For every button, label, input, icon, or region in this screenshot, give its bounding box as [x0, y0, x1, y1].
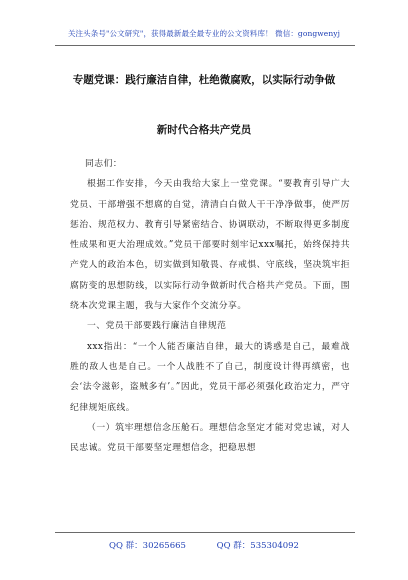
footer	[0, 539, 408, 551]
greeting: 同志们：	[85, 159, 123, 169]
section-heading-1: 一、党员干部要践行廉洁自律规范	[87, 321, 227, 332]
paragraph-intro: 根据工作安排，今天由我给大家上一堂党课。“要教育引导广大党员、干部增强不想腐的自觉，清清白白做人干干净净做事，使严厉惩治、规范权力、教育引导紧密结合、协调联动，不断取得更多制度性成果和更大治理成效。”党员干部要时刻牢记xxx嘱托，始终保持共产党人的政治本色，切实做到知敬畏、存戒惧、守底线，坚决筑牢拒腐防变的思想防线，以实际行动争做新时代合格共产党员。下面，围绕本次党课主题，我与大家作个交流分享。	[70, 179, 350, 312]
document-body	[70, 154, 350, 458]
footer-divider	[55, 532, 355, 533]
paragraph-quote: xxx指出：“一个人能否廉洁自律，最大的诱惑是自己，最难战胜的敌人也是自己。一个人战胜不了自己，制度设计得再缜密，也会‘法令滋彰，盗贼多有’。”因此，党员干部必须强化政治定力，严守纪律规矩底线。	[70, 341, 350, 413]
header-divider	[55, 45, 355, 46]
footer-qq-group-1: QQ 群：30265665	[109, 541, 186, 551]
footer-qq-group-2: QQ 群：535304092	[216, 541, 299, 551]
document-title-line-2: 新时代合格共产党员	[156, 124, 252, 136]
paragraph-subsection-1: （一）筑牢理想信念压舱石。理想信念坚定才能对党忠诚，对人民忠诚。党员干部要坚定理想信念，把稳思想	[70, 422, 350, 454]
header-note: 关注头条号"公文研究"，获得最新最全最专业的公文资料库！ 微信：gongwenyj	[67, 29, 341, 38]
document-title-line-1: 专题党课：践行廉洁自律，杜绝微腐败，以实际行动争做	[72, 74, 336, 86]
